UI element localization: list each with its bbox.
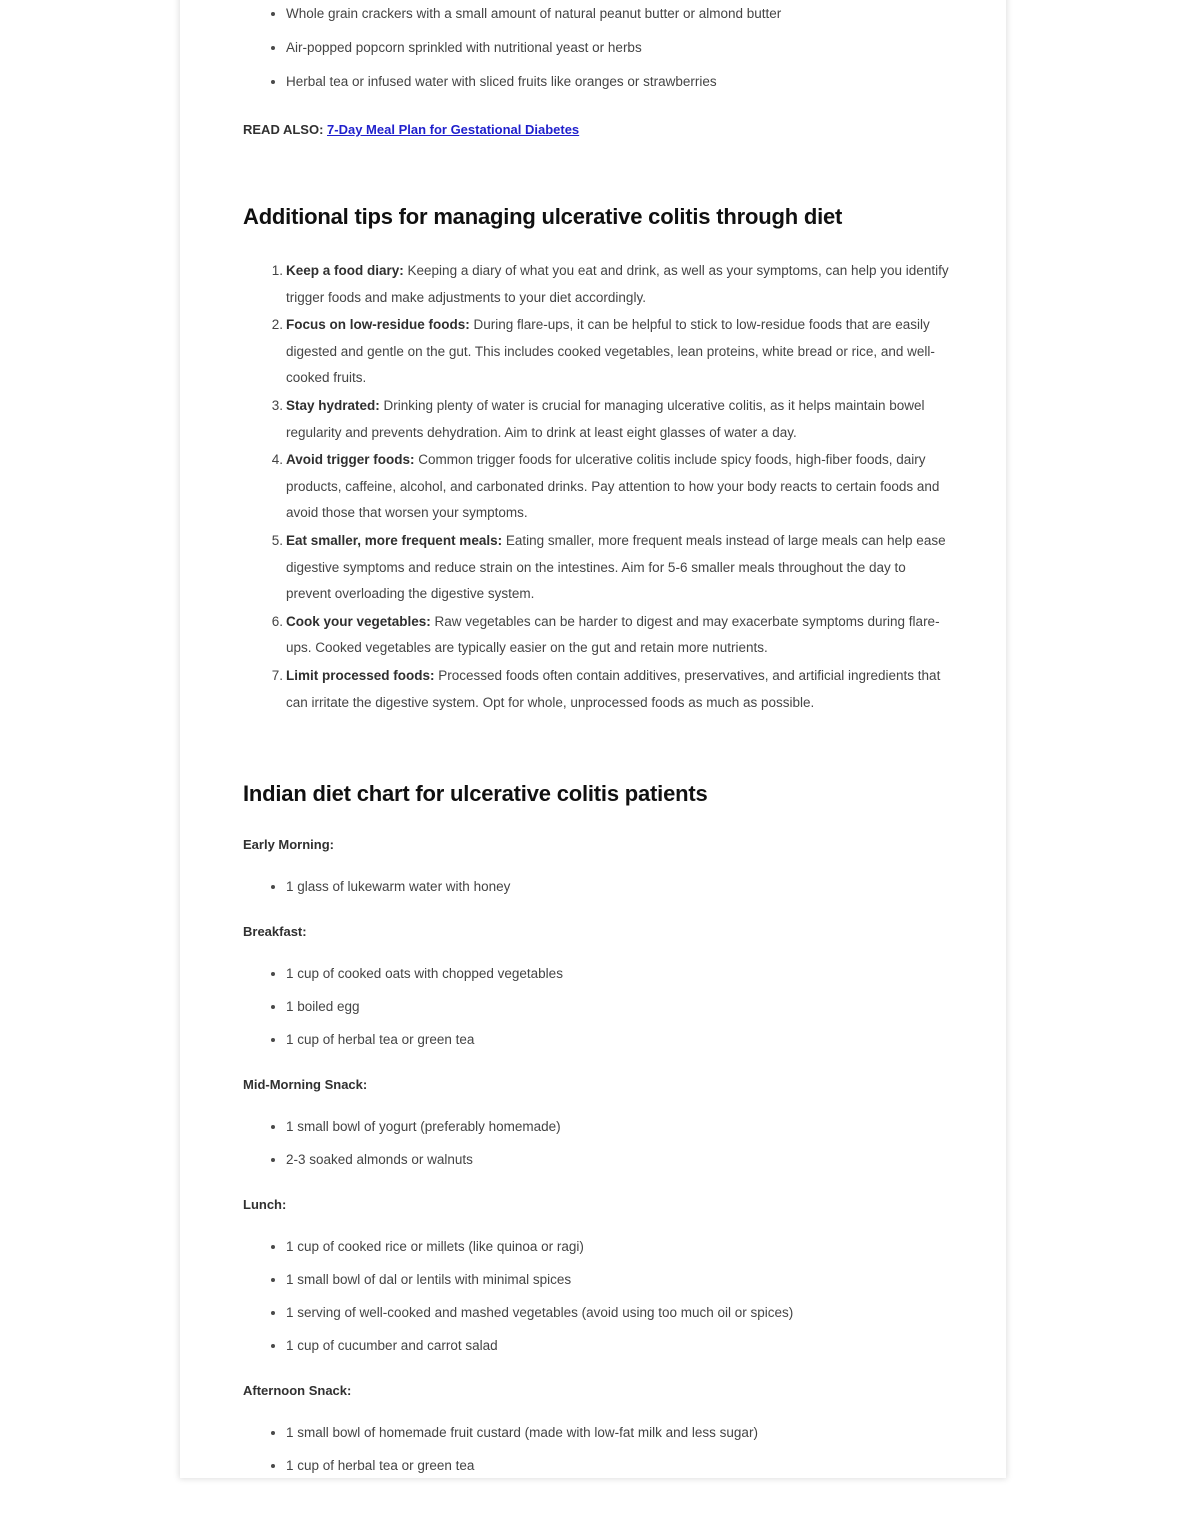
list-item: 1 cup of cooked rice or millets (like quinoa or ragi): [243, 1233, 949, 1261]
tips-section-heading: Additional tips for managing ulcerative colitis through diet: [243, 204, 843, 229]
meal-group: [243, 922, 949, 1054]
tip-term: Keep a food diary:: [286, 263, 404, 278]
tip-text: Processed foods often contain additives, preservatives, and artificial ingredients that can irritate the digestive system. Opt for whole, unprocessed foods as much as possible.: [286, 667, 941, 710]
diet-chart-section-heading: Indian diet chart for ulcerative colitis patients: [243, 781, 708, 807]
list-item: Whole grain crackers with a small amount of natural peanut butter or almond butter: [243, 0, 949, 28]
spacer: [243, 717, 949, 779]
tips-list: [243, 258, 949, 716]
spacer: [243, 232, 949, 258]
meal-label: Afternoon Snack:: [243, 1383, 352, 1399]
article-panel: [180, 0, 1006, 1478]
list-item: 1 small bowl of yogurt (preferably homemade): [243, 1113, 949, 1141]
list-item: 2-3 soaked almonds or walnuts: [243, 1146, 949, 1174]
meal-group: [243, 1381, 949, 1480]
spacer: [243, 809, 949, 835]
list-item: 1 cup of herbal tea or green tea: [243, 1026, 949, 1054]
meal-label: Lunch:: [243, 1197, 287, 1213]
tip-text: Raw vegetables can be harder to digest and may exacerbate symptoms during flare-ups. Cooked vegetables are typically easier on the gut and retain more nutrients.: [286, 613, 940, 656]
tip-term: Cook your vegetables:: [286, 613, 431, 629]
tip-text: Drinking plenty of water is crucial for managing ulcerative colitis, as it helps maintain bowel regularity and prevents dehydration. Aim to drink at least eight glasses of water a day.: [286, 397, 925, 440]
read-also-link[interactable]: 7-Day Meal Plan for Gestational Diabetes: [327, 122, 580, 137]
tip-item: [243, 393, 949, 446]
list-item: 1 glass of lukewarm water with honey: [243, 873, 949, 901]
list-item: 1 boiled egg: [243, 993, 949, 1021]
list-item: 1 cup of cooked oats with chopped vegetables: [243, 960, 949, 988]
spacer: [243, 140, 949, 202]
meal-label: Mid-Morning Snack:: [243, 1077, 368, 1093]
tip-item: [243, 609, 949, 662]
tip-text: Keeping a diary of what you eat and drink, as well as your symptoms, can help you identify trigger foods and make adjustments to your diet accordingly.: [286, 263, 949, 305]
read-also-callout: [243, 120, 949, 140]
list-item: 1 small bowl of homemade fruit custard (made with low-fat milk and less sugar): [243, 1419, 949, 1447]
tip-text: During flare-ups, it can be helpful to stick to low-residue foods that are easily digested and gentle on the gut. This includes cooked vegetables, lean proteins, white bread or rice, and well-cooked fruits.: [286, 317, 935, 386]
meal-items-list: [243, 960, 949, 1054]
tip-term: Avoid trigger foods:: [286, 452, 415, 468]
tip-term: Limit processed foods:: [286, 667, 435, 683]
tip-item: [243, 663, 949, 716]
meal-group: [243, 835, 949, 901]
list-item: 1 cup of herbal tea or green tea: [243, 1452, 949, 1480]
tip-term: Stay hydrated:: [286, 397, 380, 413]
tip-item: [243, 528, 949, 608]
meal-items-list: [243, 1419, 949, 1480]
read-also-prefix: READ ALSO:: [243, 122, 324, 137]
tip-term: Focus on low-residue foods:: [286, 317, 470, 333]
meal-items-list: [243, 1233, 949, 1360]
meal-items-list: [243, 1113, 949, 1174]
list-item: Herbal tea or infused water with sliced fruits like oranges or strawberries: [243, 68, 949, 96]
meal-group: [243, 1075, 949, 1174]
meal-label: Early Morning:: [243, 837, 335, 853]
diet-chart-meals: [243, 835, 949, 1480]
list-item: Air-popped popcorn sprinkled with nutritional yeast or herbs: [243, 34, 949, 62]
tip-term: Eat smaller, more frequent meals:: [286, 532, 503, 548]
meal-label: Breakfast:: [243, 924, 307, 940]
tip-text: Eating smaller, more frequent meals instead of large meals can help ease digestive symptoms and reduce strain on the intestines. Aim for 5-6 smaller meals throughout the day to prevent overloading the digestive system.: [286, 532, 946, 602]
article-content: [243, 0, 949, 1485]
tip-item: [243, 258, 949, 311]
tip-text: Common trigger foods for ulcerative colitis include spicy foods, high-fiber foods, dairy products, caffeine, alcohol, and carbonated drinks. Pay attention to how your body reacts to certain foods and avoid those that worsen your symptoms.: [286, 452, 940, 521]
list-item: 1 serving of well-cooked and mashed vegetables (avoid using too much oil or spices): [243, 1299, 949, 1327]
snack-suggestions-list: [243, 0, 949, 96]
list-item: 1 small bowl of dal or lentils with minimal spices: [243, 1266, 949, 1294]
meal-items-list: [243, 873, 949, 901]
meal-group: [243, 1195, 949, 1360]
list-item: 1 cup of cucumber and carrot salad: [243, 1332, 949, 1360]
tip-item: [243, 447, 949, 527]
tip-item: [243, 312, 949, 392]
